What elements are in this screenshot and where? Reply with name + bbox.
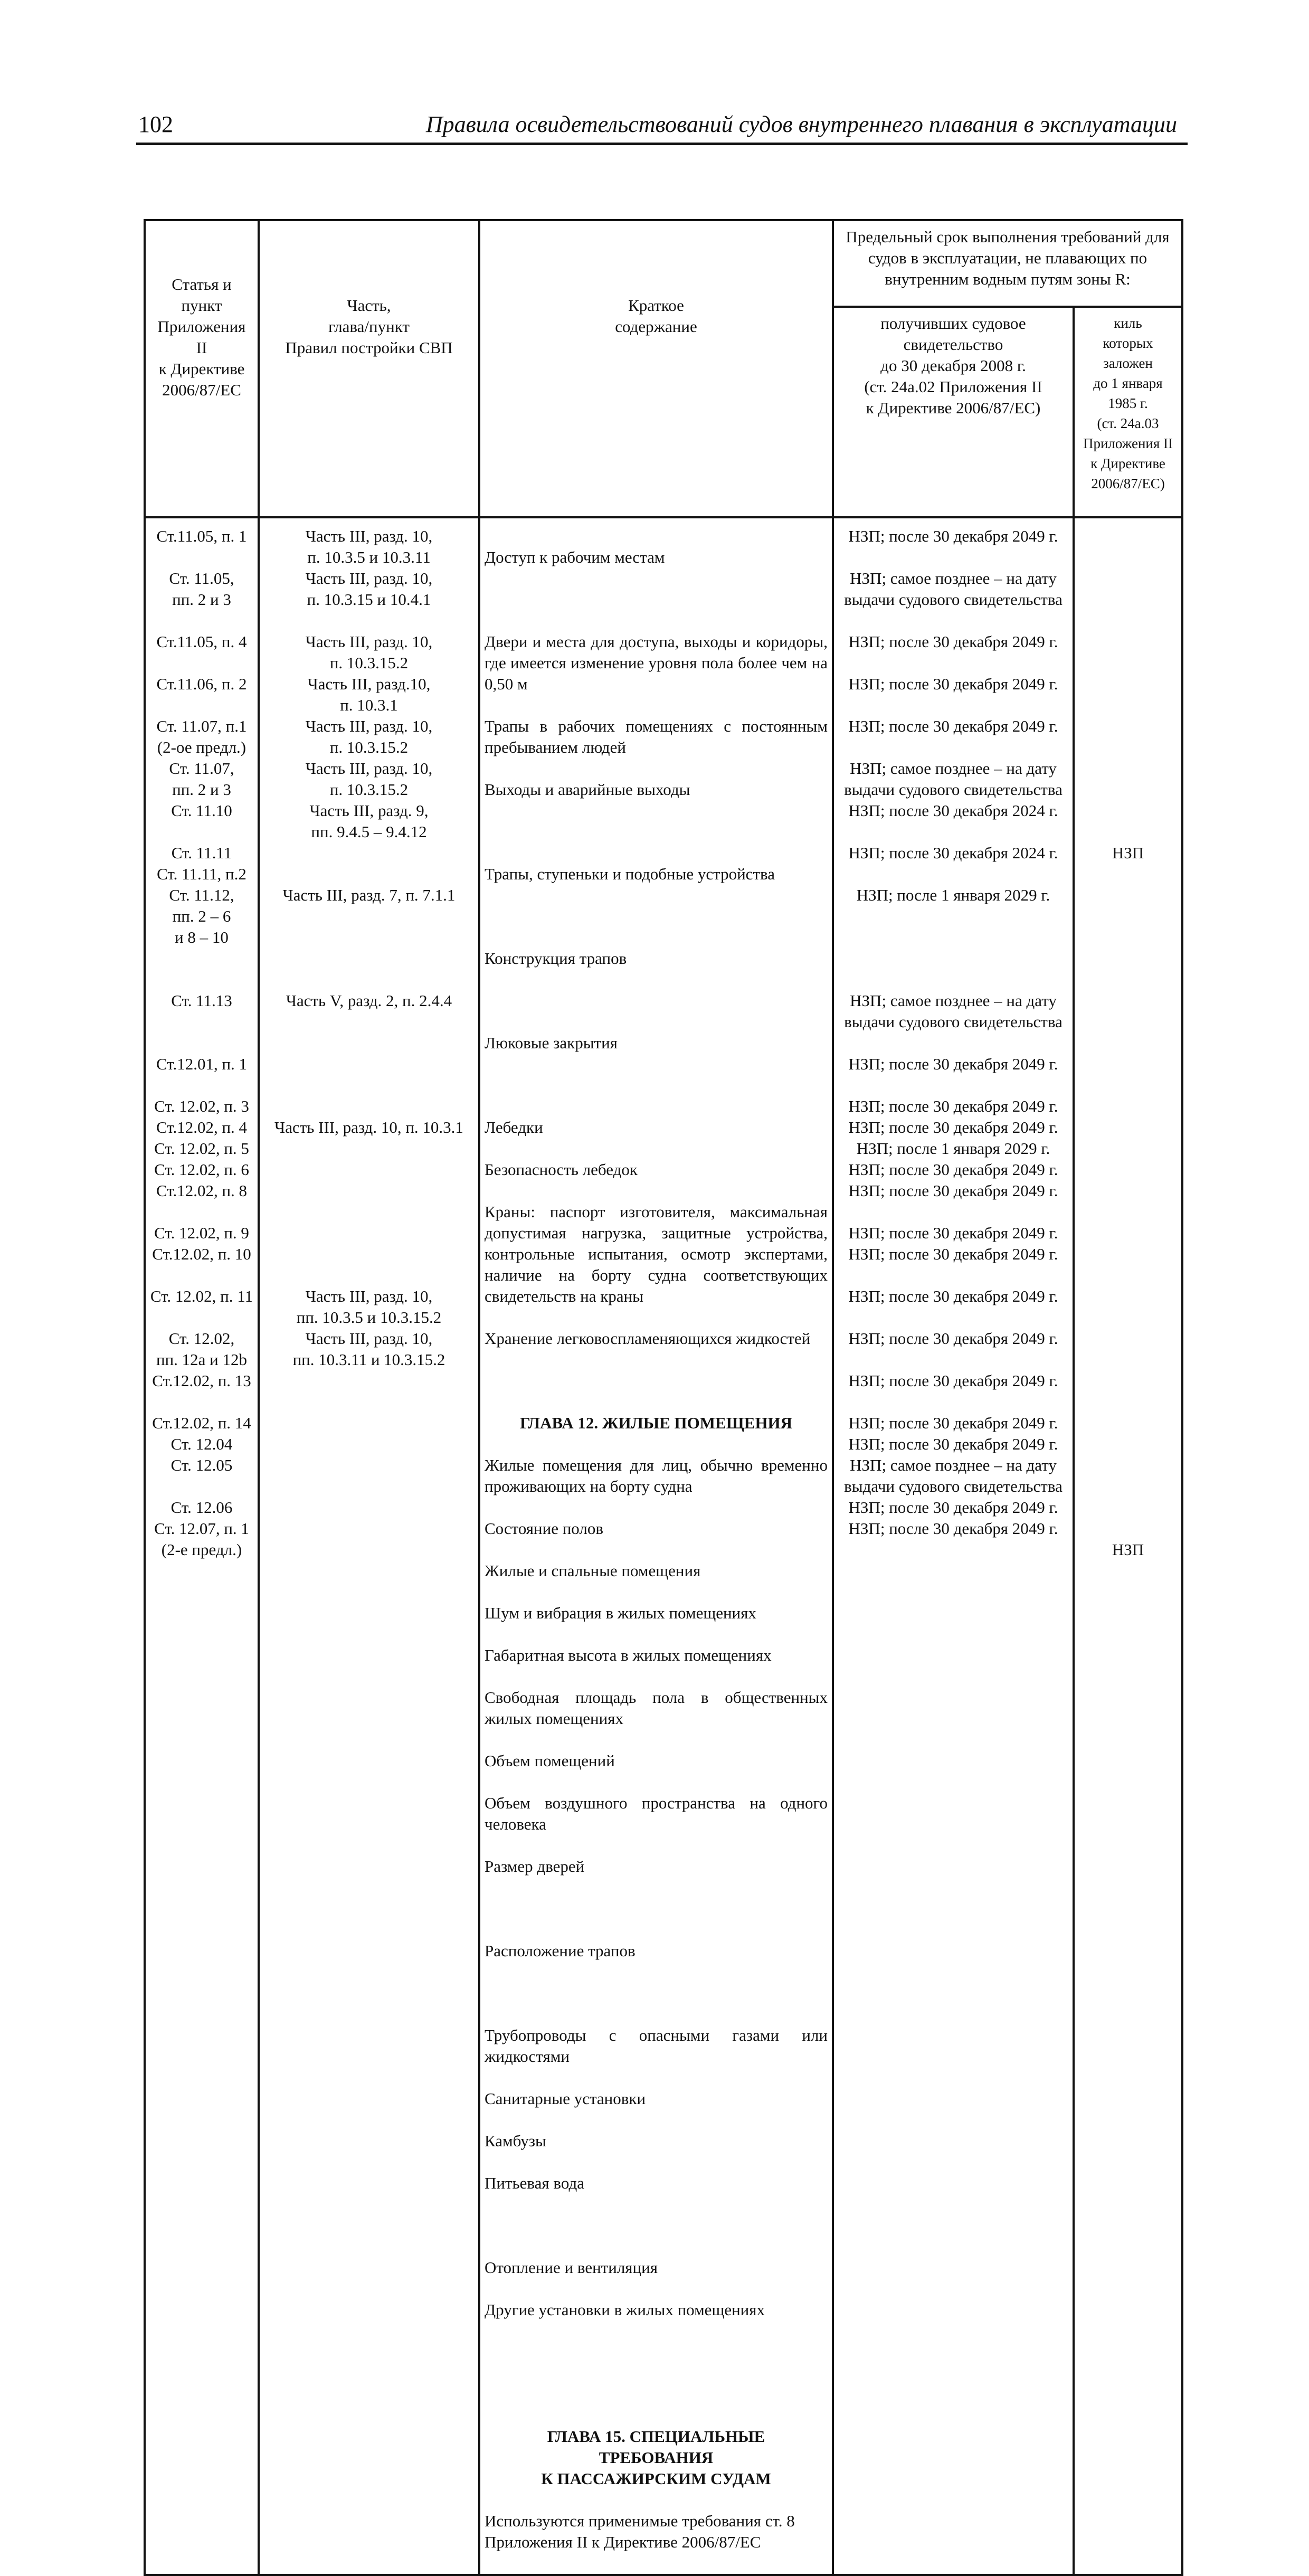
summary-item bbox=[485, 906, 828, 927]
col-header-summary: Краткое содержание bbox=[479, 220, 833, 517]
summary-item: Санитарные установки bbox=[485, 2089, 646, 2108]
requirements-table bbox=[144, 219, 1183, 2576]
summary-item: Питьевая вода bbox=[485, 2174, 584, 2192]
summary-item: Краны: паспорт изготовителя, максимальная допустимая нагрузка, защитные устройства, контрольные испытания, осмотр экспертами, наличие на борту судна соответствующих свидетельств на краны bbox=[485, 1202, 828, 1305]
summary-item: Объем воздушного пространства на одного человека bbox=[485, 1794, 828, 1833]
summary-item bbox=[485, 1983, 828, 2004]
summary-item: Объем помещений bbox=[485, 1751, 615, 1770]
col-header-part: Часть, глава/пункт Правил постройки СВП bbox=[259, 220, 479, 517]
running-title: Правила освидетельствований судов внутреннего плавания в эксплуатации bbox=[425, 111, 1177, 137]
summary-item: Лебедки bbox=[485, 1118, 543, 1137]
col-header-keel: киль которых заложен до 1 января 1985 г. (ст. 24а.03 Приложения II к Директиве 2006/87/ЕС) bbox=[1074, 307, 1182, 517]
summary-item: Состояние полов bbox=[485, 1519, 603, 1538]
col-header-deadline-group: Предельный срок выполнения требований для судов в эксплуатации, не плавающих по внутренним водным путям зоны R: bbox=[833, 220, 1182, 307]
summary-item: Безопасность лебедок bbox=[485, 1160, 638, 1179]
summary-item: Используются применимые требования ст. 8 Приложения II к Директиве 2006/87/ЕС bbox=[485, 2512, 795, 2551]
summary-item bbox=[485, 2384, 828, 2405]
header-rule bbox=[136, 143, 1188, 145]
summary-item: Трапы в рабочих помещениях с постоянным пребыванием людей bbox=[485, 717, 828, 756]
summary-item: Трапы, ступеньки и подобные устройства bbox=[485, 865, 775, 883]
summary-item: Трубопроводы с опасными газами или жидкостями bbox=[485, 2026, 828, 2066]
summary-item: Конструкция трапов bbox=[485, 949, 627, 968]
chapter-12-heading: ГЛАВА 12. ЖИЛЫЕ ПОМЕЩЕНИЯ bbox=[519, 1414, 793, 1432]
summary-item bbox=[485, 1898, 828, 1919]
article-column: Ст.11.05, п. 1 Ст. 11.05, пп. 2 и 3 Ст.11.05, п. 4 Ст.11.06, п. 2 Ст. 11.07, п.1 (2-ое предл.) Ст. 11.07, пп. 2 и 3 Ст. 11.10 Ст. 11.11 Ст. 11.11, п.2 Ст. 11.12, пп. 2 – 6 и 8 – 10 Ст. 11.13 Ст.12.01, п. 1 Ст. 12.02, п. 3 Ст.12.02, п. 4 Ст. 12.02, п. 5 Ст. 12.02, п. 6 Ст.12.02, п. 8 Ст. 12.02, п. 9 Ст.12.02, п. 10 Ст. 12.02, п. 11 Ст. 12.02, пп. 12а и 12b Ст.12.02, п. 13 Ст.12.02, п. 14 Ст. 12.04 Ст. 12.05 Ст. 12.06 Ст. 12.07, п. 1 (2-е предл.) bbox=[145, 517, 259, 2575]
summary-item bbox=[485, 990, 828, 1011]
summary-item: Габаритная высота в жилых помещениях bbox=[485, 1646, 772, 1664]
summary-item: Камбузы bbox=[485, 2132, 546, 2150]
summary-item: Доступ к рабочим местам bbox=[485, 548, 665, 566]
certificate-deadline-column: НЗП; после 30 декабря 2049 г. НЗП; самое позднее – на дату выдачи судового свидетельства НЗП; после 30 декабря 2049 г. НЗП; после 30 декабря 2049 г. НЗП; после 30 декабря 2049 г. НЗП; самое позднее – на дату выдачи судового свидетельства НЗП; после 30 декабря 2024 г. НЗП; после 30 декабря 2024 г. НЗП; после 1 января 2029 г. НЗП; самое позднее – на дату выдачи судового свидетельства НЗП; после 30 декабря 2049 г. НЗП; после 30 декабря 2049 г. НЗП; после 30 декабря 2049 г. НЗП; после 1 января 2029 г. НЗП; после 30 декабря 2049 г. НЗП; после 30 декабря 2049 г. НЗП; после 30 декабря 2049 г. НЗП; после 30 декабря 2049 г. НЗП; после 30 декабря 2049 г. НЗП; после 30 декабря 2049 г. НЗП; после 30 декабря 2049 г. НЗП; после 30 декабря 2049 г. НЗП; после 30 декабря 2049 г. НЗП; самое позднее – на дату выдачи судового свидетельства НЗП; после 30 декабря 2049 г. НЗП; после 30 декабря 2049 г. bbox=[833, 517, 1074, 2575]
summary-item: Жилые и спальные помещения bbox=[485, 1561, 701, 1580]
summary-item bbox=[485, 1370, 828, 1391]
summary-item: Шум и вибрация в жилых помещениях bbox=[485, 1604, 756, 1622]
summary-item: Размер дверей bbox=[485, 1857, 585, 1876]
summary-item bbox=[485, 821, 828, 842]
col-header-certificate: получивших судовое свидетельство до 30 декабря 2008 г. (ст. 24а.02 Приложения II к Директиве 2006/87/ЕС) bbox=[833, 307, 1074, 517]
summary-item: Жилые помещения для лиц, обычно временно проживающих на борту судна bbox=[485, 1456, 828, 1495]
summary-item: Двери и места для доступа, выходы и коридоры, где имеется изменение уровня пола более чем на 0,50 м bbox=[485, 632, 828, 693]
summary-item: Другие установки в жилых помещениях bbox=[485, 2300, 765, 2319]
part-column: Часть III, разд. 10, п. 10.3.5 и 10.3.11 Часть III, разд. 10, п. 10.3.15 и 10.4.1 Часть III, разд. 10, п. 10.3.15.2 Часть III, разд.10, п. 10.3.1 Часть III, разд. 10, п. 10.3.15.2 Часть III, разд. 10, п. 10.3.15.2 Часть III, разд. 9, пп. 9.4.5 – 9.4.12 Часть III, разд. 7, п. 7.1.1 Часть V, разд. 2, п. 2.4.4 Часть III, разд. 10, п. 10.3.1 Часть III, разд. 10, пп. 10.3.5 и 10.3.15.2 Часть III, разд. 10, пп. 10.3.11 и 10.3.15.2 bbox=[259, 517, 479, 2575]
summary-item: Выходы и аварийные выходы bbox=[485, 780, 690, 799]
summary-item bbox=[485, 2215, 828, 2236]
summary-item: Свободная площадь пола в общественных жилых помещениях bbox=[485, 1688, 828, 1728]
chapter-15-heading: ГЛАВА 15. СПЕЦИАЛЬНЫЕ ТРЕБОВАНИЯ К ПАССАЖИРСКИМ СУДАМ bbox=[541, 2427, 771, 2488]
summary-item: Расположение трапов bbox=[485, 1942, 635, 1960]
summary-item bbox=[485, 2342, 828, 2363]
col-header-article: Статья и пункт Приложения II к Директиве 2006/87/ЕС bbox=[145, 220, 259, 517]
summary-column bbox=[479, 517, 833, 2575]
summary-item: Отопление и вентиляция bbox=[485, 2258, 658, 2277]
page-number: 102 bbox=[138, 111, 173, 137]
summary-item bbox=[485, 1075, 828, 1096]
keel-deadline-column: НЗП НЗП bbox=[1074, 517, 1182, 2575]
summary-item bbox=[485, 589, 828, 610]
summary-item: Люковые закрытия bbox=[485, 1034, 618, 1052]
summary-item: Хранение легковоспламеняющихся жидкостей bbox=[485, 1329, 811, 1348]
